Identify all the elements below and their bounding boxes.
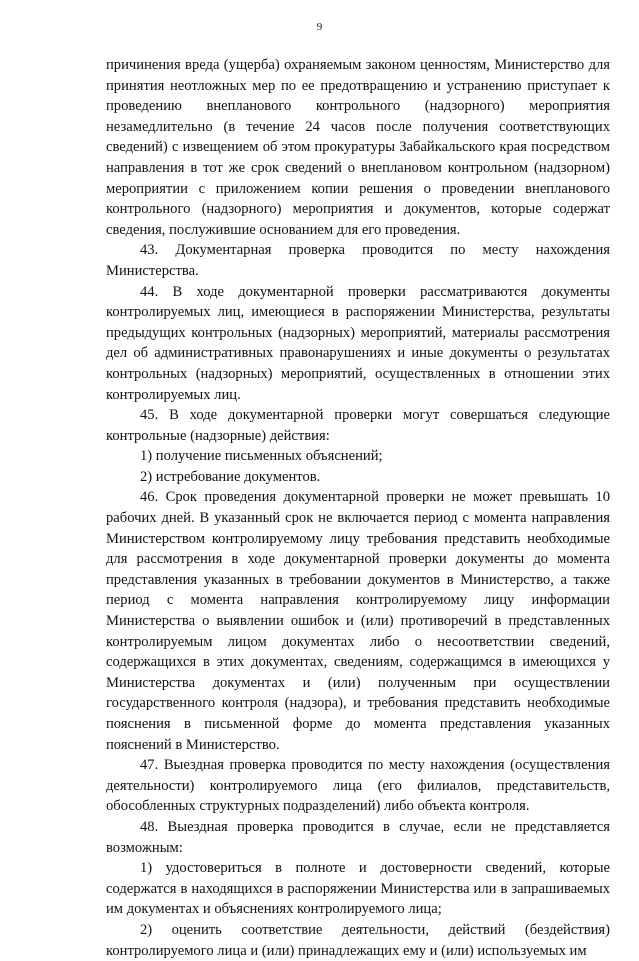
- paragraph-47: 47. Выездная проверка проводится по месту нахождения (осуществления деятельности) контролируемого лица (его филиалов, представительств, обособленных структурных подразделений) либо объекта контроля.: [106, 757, 610, 815]
- page-body: [106, 55, 610, 961]
- paragraph-continuation: причинения вреда (ущерба) охраняемым законом ценностям, Министерство для принятия неотложных мер по ее предотвращению и устранению приступает к проведению внепланового контрольного (надзорного) мероприятия незамедлительно (в течение 24 часов после получения соответствующих сведений) с извещением об этом прокуратуры Забайкальского края посредством направления в тот же срок сведений о внеплановом контрольном (надзорном) мероприятии с приложением копии решения о проведении внепланового контрольного (надзорного) мероприятия и документов, которые содержат сведения, послужившие основанием для его проведения.: [106, 57, 610, 238]
- list-item-48-2: 2) оценить соответствие деятельности, действий (бездействия) контролируемого лица и (или) принадлежащих ему и (или) используемых им: [106, 921, 610, 959]
- paragraph-48: 48. Выездная проверка проводится в случае, если не представляется возможным:: [106, 818, 610, 856]
- list-item-45-1: 1) получение письменных объяснений;: [140, 448, 383, 465]
- paragraph-43: 43. Документарная проверка проводится по месту нахождения Министерства.: [106, 242, 610, 279]
- paragraph-44: 44. В ходе документарной проверки рассматриваются документы контролируемых лиц, имеющиеся в распоряжении Министерства, результаты предыдущих контрольных (надзорных) мероприятий, материалы рассмотрения дел об административных правонарушениях и иные документы о результатах контрольных (надзорных) мероприятий, осуществленных в отношении этих контролируемых лиц.: [106, 283, 610, 403]
- list-item-45-2: 2) истребование документов.: [140, 468, 321, 485]
- paragraph-46: 46. Срок проведения документарной проверки не может превышать 10 рабочих дней. В указанный срок не включается период с момента направления Министерством контролируемому лицу требования представить необходимые для рассмотрения в ходе документарной проверки документы до момента представления указанных в требовании документов в Министерство, а также период с момента направления контролируемому лицу информации Министерства о выявлении ошибок и (или) противоречий в представленных контролируемым лицом документах либо о несоответствии сведений, содержащихся в этих документах, сведениям, содержащимся в имеющихся у Министерства документах и (или) полученным при осуществлении государственного контроля (надзора), и требования представить необходимые пояснения в письменной форме до момента представления указанных пояснений в Министерство.: [106, 489, 610, 753]
- page-number: 9: [316, 21, 323, 33]
- list-item-48-1: 1) удостовериться в полноте и достоверности сведений, которые содержатся в находящихся в распоряжении Министерства или в запрашиваемых им документах и объяснениях контролируемого лица;: [106, 860, 610, 918]
- paragraph-45: 45. В ходе документарной проверки могут совершаться следующие контрольные (надзорные) действия:: [106, 407, 610, 444]
